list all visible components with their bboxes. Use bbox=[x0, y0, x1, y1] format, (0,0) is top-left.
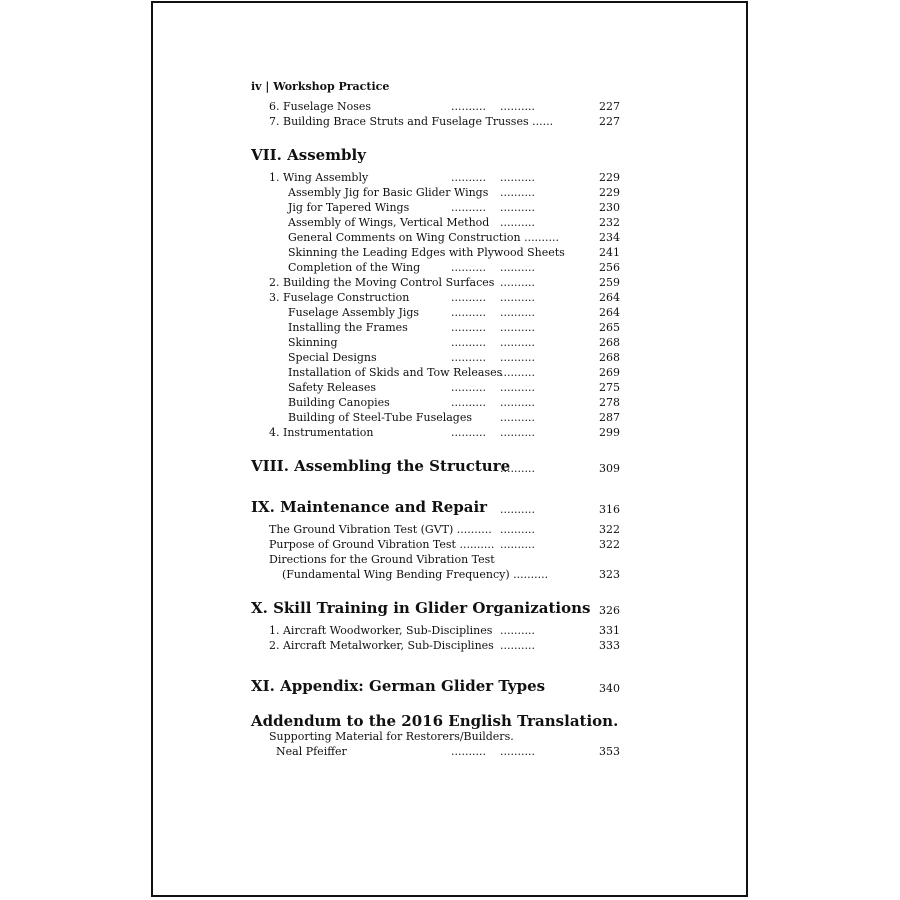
toc-entry[interactable] bbox=[0, 99, 900, 114]
toc-entry-page: 331 bbox=[599, 624, 620, 637]
toc-entry-label: (Fundamental Wing Bending Frequency) .......... bbox=[282, 568, 549, 581]
toc-entry-page: 322 bbox=[599, 538, 620, 551]
toc-entry-label: 1. Aircraft Woodworker, Sub-Disciplines bbox=[269, 624, 493, 637]
toc-entry-page: 229 bbox=[599, 186, 620, 199]
toc-entry-page: 264 bbox=[599, 306, 620, 319]
toc-entry-page: 227 bbox=[599, 115, 620, 128]
toc-entry[interactable] bbox=[0, 305, 900, 320]
toc-entry-label: Safety Releases bbox=[288, 381, 376, 394]
toc-leader-dots: .......... bbox=[500, 426, 535, 439]
toc-entry-page: 278 bbox=[599, 396, 620, 409]
toc-entry-page: 299 bbox=[599, 426, 620, 439]
running-header: iv | Workshop Practice bbox=[251, 80, 390, 93]
toc-entry-page: 229 bbox=[599, 171, 620, 184]
toc-entry-label: Assembly Jig for Basic Glider Wings bbox=[288, 186, 489, 199]
toc-entry[interactable] bbox=[0, 215, 900, 230]
toc-entry-page: 340 bbox=[599, 682, 620, 695]
toc-entry-label: Installation of Skids and Tow Releases bbox=[288, 366, 503, 379]
toc-entry[interactable] bbox=[0, 537, 900, 552]
toc-entry[interactable] bbox=[0, 380, 900, 395]
toc-leader-dots: .......... bbox=[500, 291, 535, 304]
toc-leader-dots: .......... bbox=[500, 624, 535, 637]
toc-entry-page: 256 bbox=[599, 261, 620, 274]
toc-entry-label: Assembly of Wings, Vertical Method bbox=[288, 216, 490, 229]
toc-leader-dots: .......... bbox=[451, 291, 486, 304]
toc-leader-dots: .......... bbox=[500, 745, 535, 758]
toc-entry[interactable] bbox=[0, 744, 900, 759]
page-border bbox=[151, 1, 748, 897]
toc-entry-label: 6. Fuselage Noses bbox=[269, 100, 372, 113]
toc-entry-page: 259 bbox=[599, 276, 620, 289]
toc-entry-page: 322 bbox=[599, 523, 620, 536]
toc-entry-label: 7. Building Brace Struts and Fuselage Trusses ...... bbox=[269, 115, 554, 128]
toc-leader-dots: .......... bbox=[500, 261, 535, 274]
toc-entry[interactable] bbox=[0, 350, 900, 365]
toc-leader-dots: .......... bbox=[500, 538, 535, 551]
toc-section-heading[interactable] bbox=[0, 676, 900, 696]
toc-leader-dots: .......... bbox=[500, 523, 535, 536]
toc-section-title: IX. Maintenance and Repair bbox=[251, 498, 488, 516]
toc-leader-dots: .......... bbox=[451, 306, 486, 319]
toc-entry-label: Supporting Material for Restorers/Builders. bbox=[269, 730, 514, 743]
toc-entry-page: 232 bbox=[599, 216, 620, 229]
toc-entry[interactable] bbox=[0, 410, 900, 425]
toc-entry[interactable] bbox=[0, 320, 900, 335]
toc-entry[interactable] bbox=[0, 425, 900, 440]
toc-entry-label: Building Canopies bbox=[288, 396, 390, 409]
toc-entry-page: 264 bbox=[599, 291, 620, 304]
toc-entry-page: 275 bbox=[599, 381, 620, 394]
toc-entry-page: 333 bbox=[599, 639, 620, 652]
toc-entry-page: 234 bbox=[599, 231, 620, 244]
toc-entry[interactable] bbox=[0, 185, 900, 200]
toc-entry[interactable] bbox=[0, 260, 900, 275]
toc-leader-dots: .......... bbox=[500, 396, 535, 409]
toc-leader-dots: .......... bbox=[500, 201, 535, 214]
toc-entry[interactable] bbox=[0, 638, 900, 653]
toc-leader-dots: .......... bbox=[451, 261, 486, 274]
toc-entry-label: 2. Building the Moving Control Surfaces bbox=[269, 276, 495, 289]
toc-entry[interactable] bbox=[0, 114, 900, 129]
toc-entry-page: 268 bbox=[599, 336, 620, 349]
toc-entry-page: 268 bbox=[599, 351, 620, 364]
toc-entry-label: The Ground Vibration Test (GVT) .......... bbox=[269, 523, 492, 536]
toc-section-heading[interactable] bbox=[0, 456, 900, 476]
toc-entry-label: General Comments on Wing Construction .......... bbox=[288, 231, 560, 244]
toc-entry[interactable] bbox=[0, 335, 900, 350]
toc-entry-label: Building of Steel-Tube Fuselages bbox=[288, 411, 473, 424]
toc-entry-page: 265 bbox=[599, 321, 620, 334]
toc-leader-dots: .......... bbox=[500, 276, 535, 289]
toc-entry-label: Skinning the Leading Edges with Plywood Sheets bbox=[288, 246, 565, 259]
toc-section-heading[interactable]: VII. Assembly bbox=[251, 146, 366, 164]
toc-section-heading[interactable]: Addendum to the 2016 English Translation. bbox=[251, 712, 619, 730]
toc-entry-page: 309 bbox=[599, 462, 620, 475]
toc-leader-dots: .......... bbox=[500, 336, 535, 349]
toc-entry-label: Directions for the Ground Vibration Test bbox=[269, 553, 495, 566]
toc-entry-page: 353 bbox=[599, 745, 620, 758]
toc-leader-dots: .......... bbox=[500, 381, 535, 394]
toc-entry-label: 2. Aircraft Metalworker, Sub-Disciplines bbox=[269, 639, 494, 652]
toc-section-title: VIII. Assembling the Structure bbox=[251, 457, 511, 475]
toc-entry-label: Jig for Tapered Wings bbox=[288, 201, 410, 214]
toc-leader-dots: .......... bbox=[451, 321, 486, 334]
toc-entry[interactable] bbox=[0, 729, 900, 744]
toc-leader-dots: .......... bbox=[500, 216, 535, 229]
toc-entry-label: 1. Wing Assembly bbox=[269, 171, 369, 184]
toc-leader-dots: .......... bbox=[500, 639, 535, 652]
toc-entry-label: Neal Pfeiffer bbox=[276, 745, 347, 758]
toc-leader-dots: .......... bbox=[451, 396, 486, 409]
toc-entry-page: 230 bbox=[599, 201, 620, 214]
toc-leader-dots: .......... bbox=[500, 351, 535, 364]
toc-entry[interactable] bbox=[0, 245, 900, 260]
toc-entry-label: Installing the Frames bbox=[288, 321, 408, 334]
toc-entry-label: Purpose of Ground Vibration Test .......... bbox=[269, 538, 495, 551]
toc-entry[interactable] bbox=[0, 275, 900, 290]
toc-leader-dots: .......... bbox=[451, 351, 486, 364]
toc-leader-dots: .......... bbox=[500, 186, 535, 199]
toc-leader-dots: .......... bbox=[500, 462, 535, 475]
toc-entry-label: 4. Instrumentation bbox=[269, 426, 374, 439]
toc-entry[interactable] bbox=[0, 395, 900, 410]
toc-entry-page: 316 bbox=[599, 503, 620, 516]
toc-entry[interactable] bbox=[0, 200, 900, 215]
toc-entry[interactable] bbox=[0, 567, 900, 582]
toc-section-heading[interactable] bbox=[0, 497, 900, 517]
toc-entry[interactable] bbox=[0, 230, 900, 245]
toc-entry-page: 241 bbox=[599, 246, 620, 259]
toc-leader-dots: .......... bbox=[500, 321, 535, 334]
toc-entry-label: Special Designs bbox=[288, 351, 377, 364]
toc-leader-dots: .......... bbox=[451, 381, 486, 394]
toc-entry-label: 3. Fuselage Construction bbox=[269, 291, 410, 304]
toc-entry[interactable] bbox=[0, 290, 900, 305]
toc-leader-dots: .......... bbox=[451, 336, 486, 349]
toc-entry-page: 323 bbox=[599, 568, 620, 581]
toc-entry[interactable] bbox=[0, 365, 900, 380]
toc-entry-label: Skinning bbox=[288, 336, 338, 349]
toc-section-heading[interactable] bbox=[0, 598, 900, 618]
toc-leader-dots: .......... bbox=[451, 201, 486, 214]
toc-entry-label: Fuselage Assembly Jigs bbox=[288, 306, 420, 319]
toc-entry[interactable] bbox=[0, 522, 900, 537]
toc-leader-dots: .......... bbox=[500, 503, 535, 516]
toc-entry[interactable] bbox=[0, 170, 900, 185]
toc-leader-dots: .......... bbox=[451, 100, 486, 113]
toc-leader-dots: .......... bbox=[500, 366, 535, 379]
toc-leader-dots: .......... bbox=[500, 171, 535, 184]
toc-leader-dots: .......... bbox=[451, 745, 486, 758]
toc-entry-page: 269 bbox=[599, 366, 620, 379]
toc-leader-dots: .......... bbox=[500, 100, 535, 113]
toc-entry-page: 287 bbox=[599, 411, 620, 424]
toc-leader-dots: .......... bbox=[500, 411, 535, 424]
toc-leader-dots: .......... bbox=[451, 426, 486, 439]
toc-leader-dots: .......... bbox=[451, 171, 486, 184]
toc-leader-dots: .......... bbox=[500, 306, 535, 319]
toc-entry-page: 326 bbox=[599, 604, 620, 617]
toc-entry-page: 227 bbox=[599, 100, 620, 113]
toc-entry-label: Completion of the Wing bbox=[288, 261, 421, 274]
toc-entry[interactable] bbox=[0, 623, 900, 638]
toc-section-title: XI. Appendix: German Glider Types bbox=[251, 677, 546, 695]
toc-section-title: X. Skill Training in Glider Organizations bbox=[251, 599, 591, 617]
toc-entry[interactable] bbox=[0, 552, 900, 567]
